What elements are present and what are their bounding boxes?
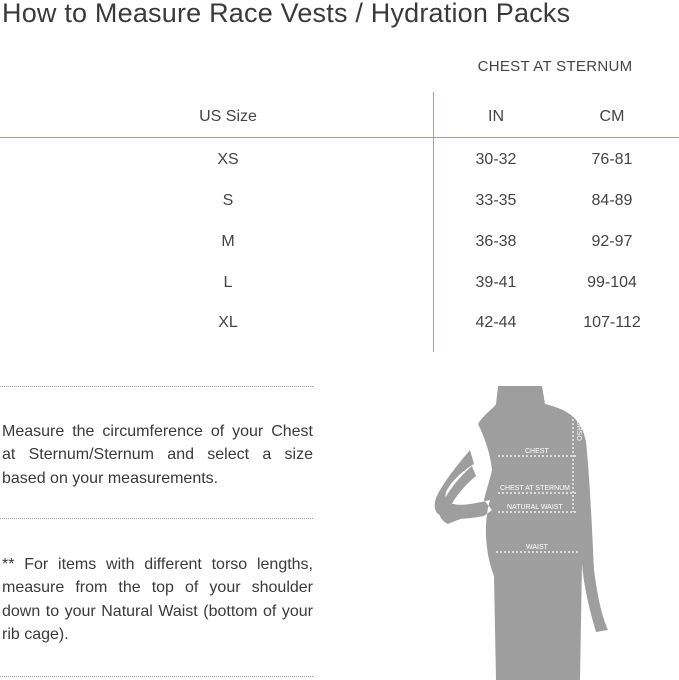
chest-at-sternum-header: CHEST AT STERNUM (477, 58, 633, 75)
chest-label: CHEST (525, 448, 549, 455)
size-cell: XL (218, 314, 238, 331)
torso-label: TORSO (575, 416, 582, 441)
in-cell: 42-44 (475, 314, 517, 331)
cm-cell: 84-89 (591, 192, 633, 209)
cm-cell: 76-81 (591, 151, 633, 168)
cm-cell: 92-97 (591, 233, 633, 250)
in-column-header: IN (488, 108, 504, 125)
dotted-divider (0, 386, 313, 387)
size-cell: XS (217, 151, 239, 168)
header-divider (0, 137, 679, 138)
in-cell: 30-32 (475, 151, 517, 168)
torso-note: ** For items with different torso lengths, measure from the top of your shoulder down to your Natural Waist (bottom of your rib cage). (2, 556, 313, 643)
page-title: How to Measure Race Vests / Hydration Packs (2, 0, 571, 28)
measure-instructions: Measure the circumference of your Chest at Sternum/Sternum and select a size based on your measurements. (2, 423, 313, 487)
body-measurement-figure (410, 380, 640, 680)
dotted-divider (0, 676, 313, 677)
dotted-divider (0, 518, 313, 519)
in-cell: 39-41 (475, 274, 517, 291)
cm-cell: 99-104 (587, 274, 637, 291)
cm-cell: 107-112 (583, 314, 641, 331)
natural-waist-label: NATURAL WAIST (507, 504, 563, 511)
in-cell: 33-35 (475, 192, 517, 209)
cm-column-header: CM (599, 108, 625, 125)
chest-at-sternum-label: CHEST AT STERNUM (500, 485, 571, 492)
size-cell: S (222, 192, 234, 209)
in-cell: 36-38 (475, 233, 517, 250)
size-cell: L (223, 274, 233, 291)
column-divider (433, 92, 434, 352)
size-cell: M (221, 233, 235, 250)
waist-label: WAIST (526, 544, 548, 551)
us-size-column-header: US Size (199, 108, 257, 125)
